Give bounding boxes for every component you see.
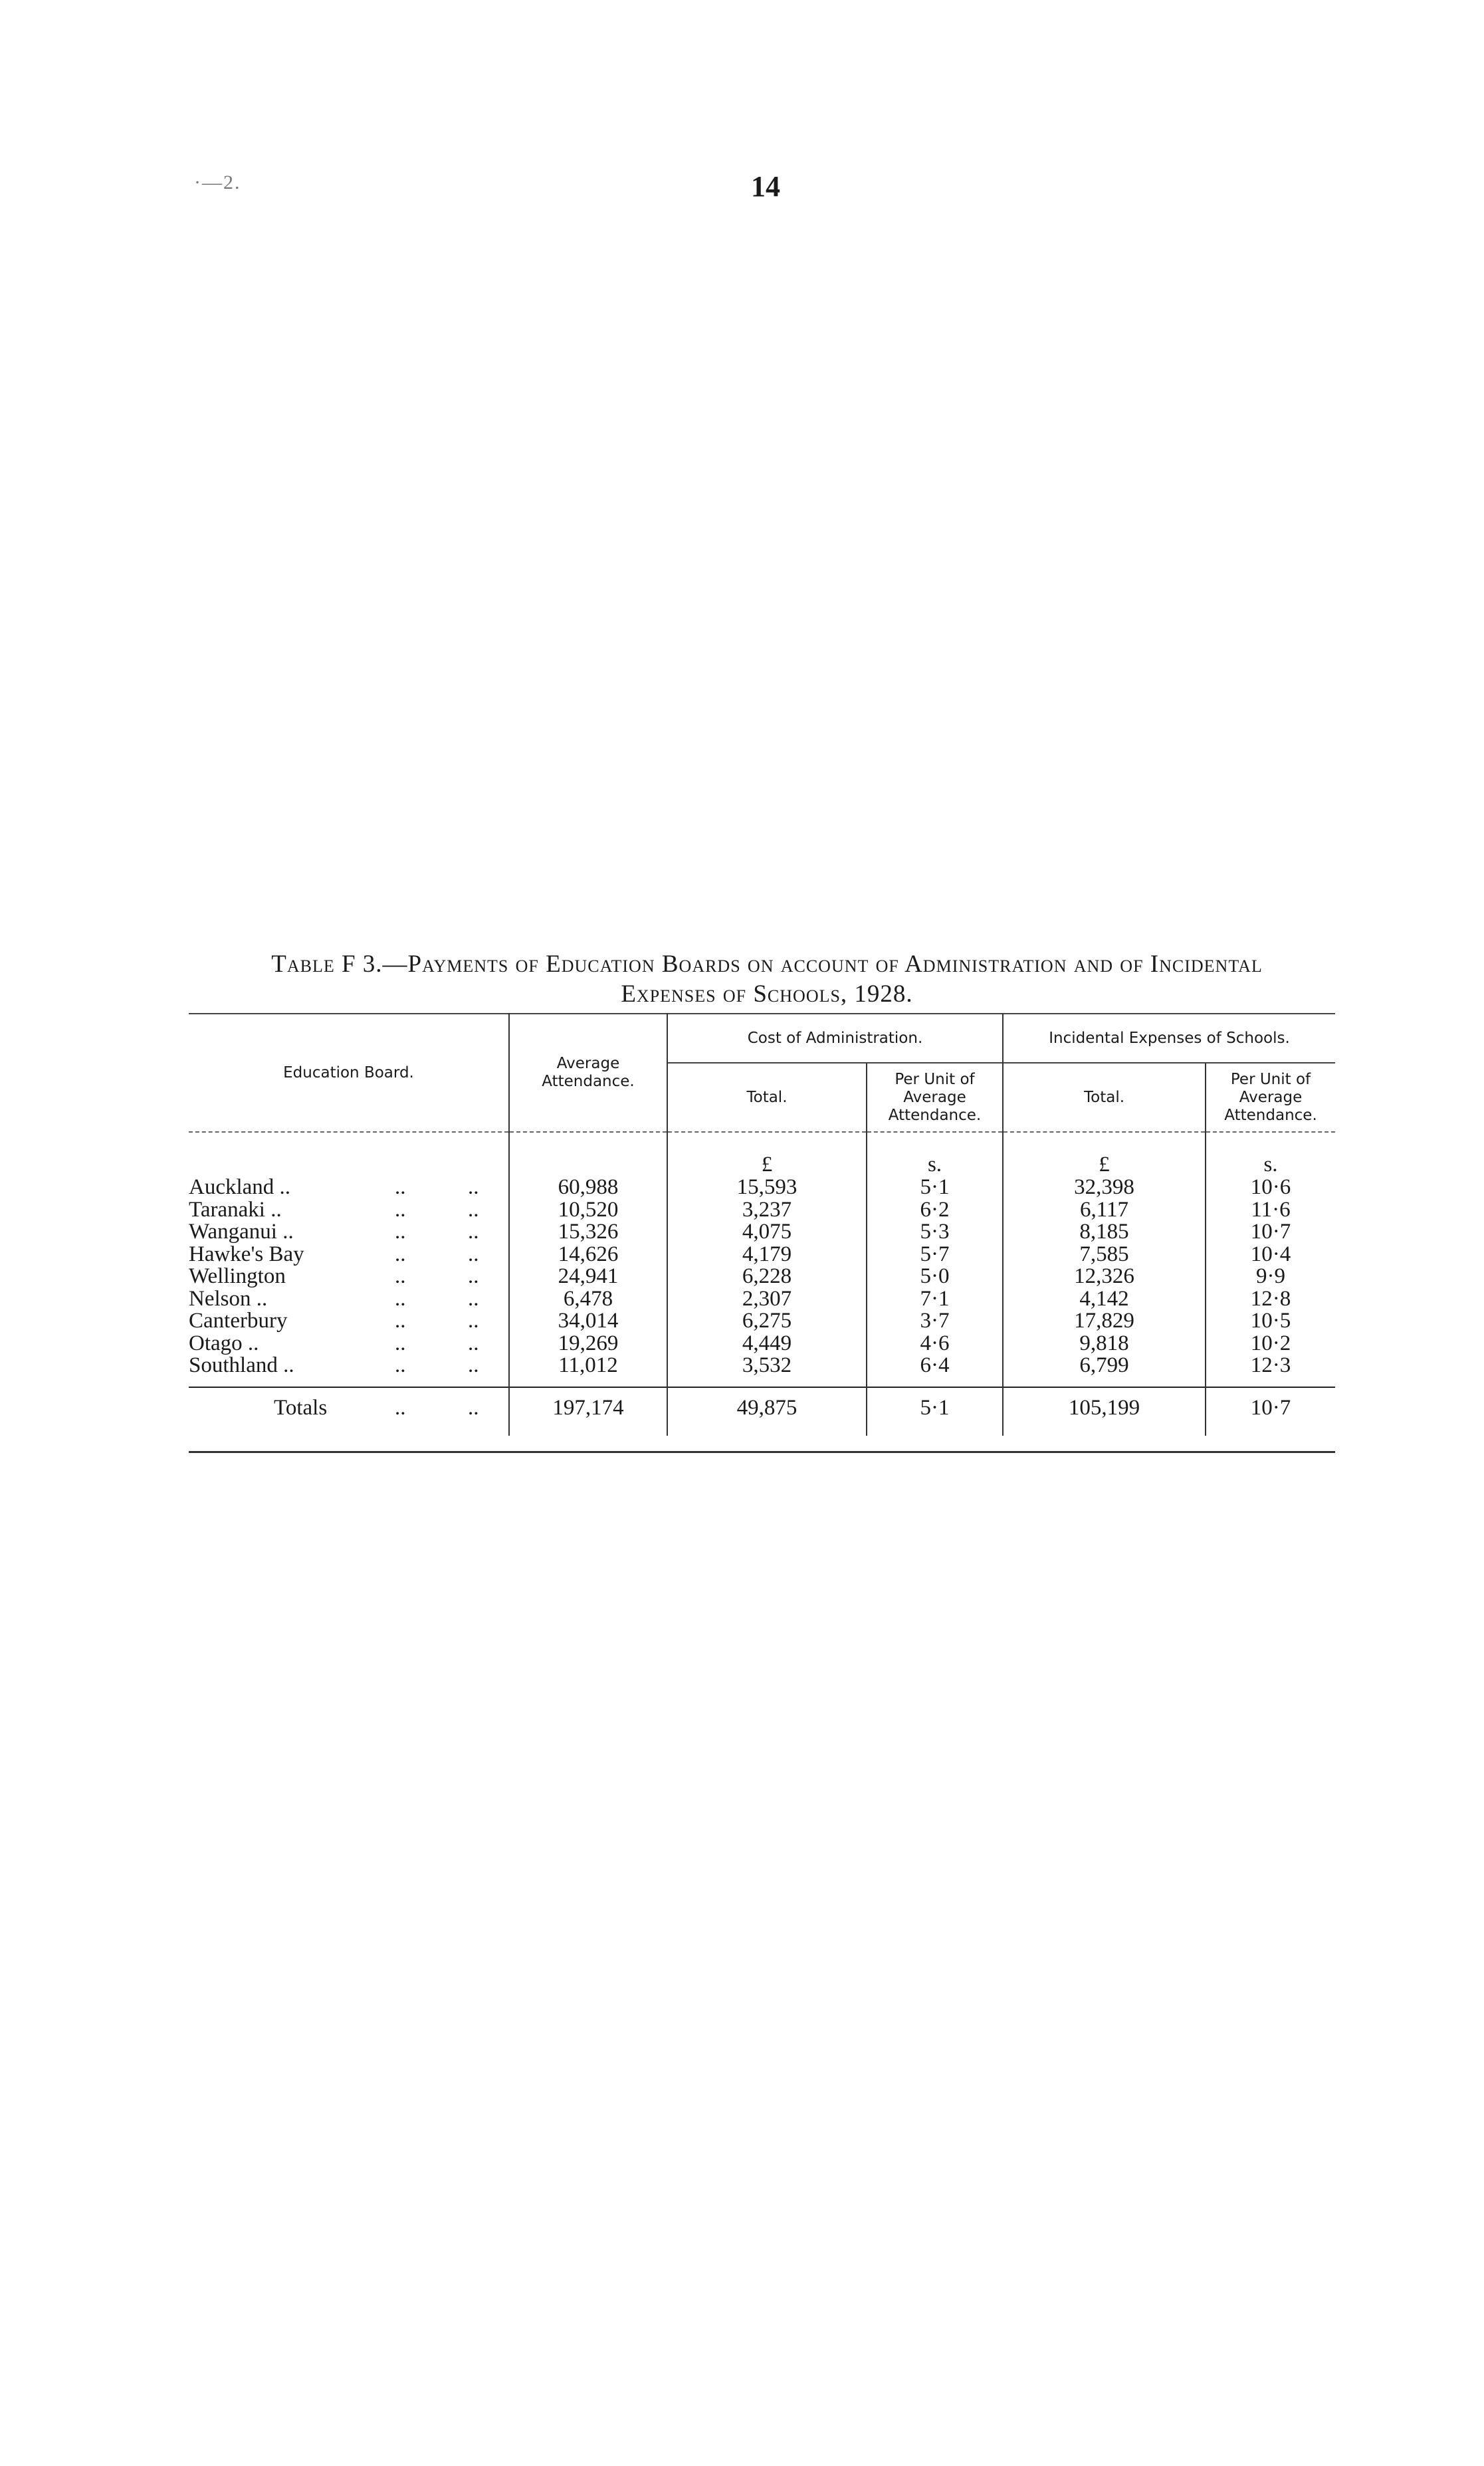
table-row	[189, 1244, 1335, 1266]
board-name-cell	[189, 1244, 509, 1266]
admin-per-unit-cell: 5·0	[867, 1266, 1003, 1288]
incidental-per-unit-cell: 11·6	[1206, 1199, 1335, 1222]
admin-per-unit-cell: 5·7	[867, 1244, 1003, 1266]
incidental-total-cell: 7,585	[1003, 1244, 1206, 1266]
leader-dots: ..	[395, 1220, 406, 1244]
incidental-per-unit-cell: 10·6	[1206, 1177, 1335, 1199]
table-row	[189, 1333, 1335, 1355]
incidental-per-unit-cell: 10·5	[1206, 1310, 1335, 1333]
header-average-attendance: Average Attendance.	[509, 1014, 667, 1132]
leader-dots: ..	[256, 1286, 268, 1311]
attendance-cell: 11,012	[509, 1355, 667, 1387]
totals-admin-total: 49,875	[667, 1387, 867, 1436]
attendance-cell: 14,626	[509, 1244, 667, 1266]
leader-dots: ..	[395, 1197, 406, 1222]
leader-dots: ..	[468, 1264, 479, 1288]
header-incidental-expenses: Incidental Expenses of Schools.	[1003, 1014, 1335, 1063]
incidental-per-unit-cell: 10·7	[1206, 1221, 1335, 1244]
leader-dots: ..	[395, 1309, 406, 1333]
leader-dots: ..	[270, 1197, 282, 1222]
admin-per-unit-cell: 5·3	[867, 1221, 1003, 1244]
totals-row	[189, 1387, 1335, 1436]
leader-dots: ..	[395, 1353, 406, 1377]
board-name: Southland	[189, 1353, 278, 1377]
leader-dots: ..	[395, 1331, 406, 1355]
incidental-total-cell: 9,818	[1003, 1333, 1206, 1355]
leader-dots: ..	[279, 1175, 291, 1199]
admin-total-cell: 6,228	[667, 1266, 867, 1288]
header-admin-per-unit: Per Unit of Average Attendance.	[867, 1063, 1003, 1132]
leader-dots: ..	[468, 1309, 479, 1333]
board-name-cell	[189, 1310, 509, 1333]
board-name-cell	[189, 1266, 509, 1288]
leader-dots: ..	[468, 1197, 479, 1222]
board-name: Otago	[189, 1331, 243, 1355]
header-incidental-total: Total.	[1003, 1063, 1206, 1132]
unit-admin-per-unit: s.	[867, 1132, 1003, 1177]
header-incidental-per-unit: Per Unit of Average Attendance.	[1206, 1063, 1335, 1132]
leader-dots: ..	[468, 1220, 479, 1244]
page-reference: ·—2.	[194, 171, 241, 193]
board-name-cell	[189, 1333, 509, 1355]
incidental-total-cell: 6,799	[1003, 1355, 1206, 1387]
leader-dots: ..	[468, 1353, 479, 1377]
units-row	[189, 1132, 1335, 1177]
leader-dots: ..	[468, 1395, 479, 1420]
board-name-cell	[189, 1288, 509, 1311]
header-admin-total: Total.	[667, 1063, 867, 1132]
admin-per-unit-cell: 6·2	[867, 1199, 1003, 1222]
board-name: Wanganui	[189, 1220, 277, 1244]
board-name: Wellington	[189, 1264, 286, 1288]
attendance-cell: 34,014	[509, 1310, 667, 1333]
admin-total-cell: 4,075	[667, 1221, 867, 1244]
unit-admin-total: £	[667, 1132, 867, 1177]
admin-per-unit-cell: 5·1	[867, 1177, 1003, 1199]
incidental-total-cell: 32,398	[1003, 1177, 1206, 1199]
header-cost-of-administration: Cost of Administration.	[667, 1014, 1003, 1063]
totals-attendance: 197,174	[509, 1387, 667, 1436]
statistics-table	[189, 1013, 1335, 1436]
incidental-total-cell: 17,829	[1003, 1310, 1206, 1333]
incidental-per-unit-cell: 12·3	[1206, 1355, 1335, 1387]
table-bottom-rule	[189, 1451, 1335, 1453]
totals-label-cell	[189, 1387, 509, 1436]
leader-dots: ..	[468, 1242, 479, 1266]
page-number: 14	[751, 170, 780, 203]
board-name: Hawke's Bay	[189, 1242, 304, 1266]
incidental-total-cell: 4,142	[1003, 1288, 1206, 1311]
incidental-total-cell: 6,117	[1003, 1199, 1206, 1222]
totals-incidental-total: 105,199	[1003, 1387, 1206, 1436]
admin-total-cell: 6,275	[667, 1310, 867, 1333]
admin-per-unit-cell: 4·6	[867, 1333, 1003, 1355]
table-row	[189, 1177, 1335, 1199]
admin-per-unit-cell: 6·4	[867, 1355, 1003, 1387]
board-name-cell	[189, 1199, 509, 1222]
totals-incidental-per-unit: 10·7	[1206, 1387, 1335, 1436]
table-row	[189, 1310, 1335, 1333]
incidental-per-unit-cell: 12·8	[1206, 1288, 1335, 1311]
leader-dots: ..	[468, 1175, 479, 1199]
totals-label: Totals	[274, 1395, 328, 1420]
table-row	[189, 1288, 1335, 1311]
board-name-cell	[189, 1221, 509, 1244]
board-name: Canterbury	[189, 1309, 288, 1333]
admin-total-cell: 4,449	[667, 1333, 867, 1355]
leader-dots: ..	[468, 1331, 479, 1355]
admin-total-cell: 2,307	[667, 1288, 867, 1311]
table-row	[189, 1221, 1335, 1244]
leader-dots: ..	[395, 1286, 406, 1311]
attendance-cell: 19,269	[509, 1333, 667, 1355]
admin-per-unit-cell: 7·1	[867, 1288, 1003, 1311]
leader-dots: ..	[247, 1331, 259, 1355]
leader-dots: ..	[395, 1242, 406, 1266]
board-name-cell	[189, 1177, 509, 1199]
table-row	[189, 1266, 1335, 1288]
admin-total-cell: 15,593	[667, 1177, 867, 1199]
attendance-cell: 24,941	[509, 1266, 667, 1288]
board-name: Taranaki	[189, 1197, 265, 1222]
table-row	[189, 1199, 1335, 1222]
admin-total-cell: 3,532	[667, 1355, 867, 1387]
incidental-total-cell: 12,326	[1003, 1266, 1206, 1288]
table-row	[189, 1355, 1335, 1387]
board-name: Nelson	[189, 1286, 251, 1311]
unit-incidental-total: £	[1003, 1132, 1206, 1177]
leader-dots: ..	[395, 1175, 406, 1199]
admin-per-unit-cell: 3·7	[867, 1310, 1003, 1333]
statistics-table-container	[189, 1013, 1335, 1436]
header-education-board: Education Board.	[189, 1014, 509, 1132]
leader-dots: ..	[468, 1286, 479, 1311]
table-title-line-2: Expenses of Schools, 1928.	[621, 980, 913, 1008]
board-name-cell	[189, 1355, 509, 1387]
attendance-cell: 60,988	[509, 1177, 667, 1199]
leader-dots: ..	[282, 1220, 294, 1244]
leader-dots: ..	[395, 1264, 406, 1288]
incidental-per-unit-cell: 10·4	[1206, 1244, 1335, 1266]
attendance-cell: 15,326	[509, 1221, 667, 1244]
incidental-total-cell: 8,185	[1003, 1221, 1206, 1244]
unit-incidental-per-unit: s.	[1206, 1132, 1335, 1177]
attendance-cell: 6,478	[509, 1288, 667, 1311]
table-title-line-1: Table F 3.—Payments of Education Boards on account of Administration and of Incidental	[271, 951, 1263, 978]
admin-total-cell: 4,179	[667, 1244, 867, 1266]
incidental-per-unit-cell: 10·2	[1206, 1333, 1335, 1355]
admin-total-cell: 3,237	[667, 1199, 867, 1222]
totals-admin-per-unit: 5·1	[867, 1387, 1003, 1436]
incidental-per-unit-cell: 9·9	[1206, 1266, 1335, 1288]
leader-dots: ..	[395, 1395, 406, 1420]
leader-dots: ..	[283, 1353, 294, 1377]
table-title	[189, 949, 1345, 1009]
attendance-cell: 10,520	[509, 1199, 667, 1222]
board-name: Auckland	[189, 1175, 274, 1199]
